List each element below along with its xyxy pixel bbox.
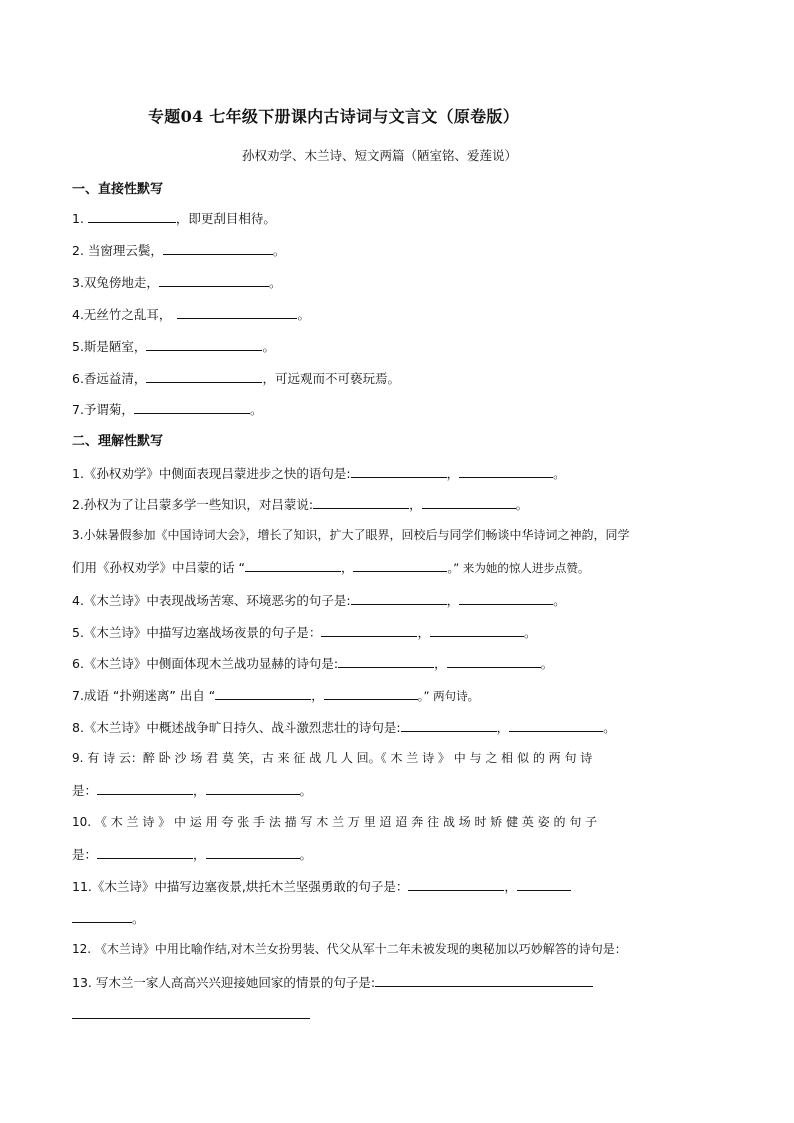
answer-blank[interactable] bbox=[206, 844, 300, 859]
page-title: 专题04 七年级下册课内古诗词与文言文（原卷版） bbox=[148, 107, 520, 126]
answer-blank[interactable] bbox=[324, 685, 418, 700]
section-heading-direct: 一、直接性默写 bbox=[72, 182, 164, 197]
answer-blank[interactable] bbox=[146, 368, 262, 383]
answer-blank[interactable] bbox=[177, 304, 297, 319]
answer-blank[interactable] bbox=[447, 653, 541, 668]
answer-blank[interactable] bbox=[88, 208, 176, 223]
question-1-3: 3.双兔傍地走， 。 bbox=[72, 272, 281, 292]
answer-blank[interactable] bbox=[375, 972, 593, 987]
answer-blank[interactable] bbox=[72, 908, 132, 923]
answer-blank[interactable] bbox=[163, 240, 273, 255]
answer-blank[interactable] bbox=[351, 463, 447, 478]
question-2-9: 是： ， 。 bbox=[72, 780, 312, 800]
answer-blank[interactable] bbox=[422, 494, 516, 509]
question-2-7: 7.成语 “扑朔迷离” 出自 “ ， 。” 两句诗。 bbox=[72, 685, 479, 705]
answer-blank[interactable] bbox=[459, 463, 553, 478]
question-1-7: 7.予谓菊， 。 bbox=[72, 399, 262, 419]
answer-blank[interactable] bbox=[353, 557, 447, 572]
question-1-4: 4.无丝竹之乱耳， 。 bbox=[72, 304, 310, 324]
answer-blank[interactable] bbox=[401, 717, 497, 732]
answer-blank[interactable] bbox=[245, 557, 341, 572]
question-2-9-line1: 9. 有 诗 云：醉 卧 沙 场 君 莫 笑，古 来 征 战 几 人 回。《 木 兰 诗 》 中 与 之 相 似 的 两 句 诗 bbox=[72, 751, 593, 765]
answer-blank[interactable] bbox=[459, 590, 553, 605]
question-2-3-line1: 3.小妹暑假参加《中国诗词大会》，增长了知识，扩大了眼界，回校后与同学们畅谈中华诗词之神韵，同学 bbox=[72, 528, 630, 542]
answer-blank[interactable] bbox=[146, 336, 262, 351]
question-1-5: 5.斯是陋室， 。 bbox=[72, 336, 275, 356]
answer-blank[interactable] bbox=[97, 780, 193, 795]
question-2-5: 5.《木兰诗》中描写边塞战场夜景的句子是： ， 。 bbox=[72, 622, 536, 642]
question-2-10: 是： ， 。 bbox=[72, 844, 312, 864]
answer-blank[interactable] bbox=[338, 653, 434, 668]
answer-blank[interactable] bbox=[313, 494, 409, 509]
answer-blank[interactable] bbox=[321, 622, 417, 637]
question-2-13: 13. 写木兰一家人高高兴兴迎接她回家的情景的句子是: bbox=[72, 972, 593, 992]
answer-blank[interactable] bbox=[215, 685, 311, 700]
answer-blank[interactable] bbox=[206, 780, 300, 795]
answer-blank[interactable] bbox=[97, 844, 193, 859]
question-2-1: 1.《孙权劝学》中侧面表现吕蒙进步之快的语句是: ， 。 bbox=[72, 463, 566, 483]
question-2-6: 6.《木兰诗》中侧面体现木兰战功显赫的诗句是: ， 。 bbox=[72, 653, 553, 673]
question-1-6: 6.香远益清， ，可远观而不可亵玩焉。 bbox=[72, 368, 400, 388]
answer-blank[interactable] bbox=[408, 876, 504, 891]
question-2-4: 4.《木兰诗》中表现战场苦寒、环境恶劣的句子是: ， 。 bbox=[72, 590, 566, 610]
answer-blank[interactable] bbox=[430, 622, 524, 637]
question-2-3: 们用《孙权劝学》中吕蒙的话 “ ， 。” 来为她的惊人进步点赞。 bbox=[72, 557, 589, 577]
question-2-2: 2.孙权为了让吕蒙多学一些知识，对吕蒙说: ， 。 bbox=[72, 494, 528, 514]
question-1-1: 1. ，即更刮目相待。 bbox=[72, 208, 276, 228]
answer-blank[interactable] bbox=[517, 876, 571, 891]
question-1-2: 2. 当窗理云鬓， 。 bbox=[72, 240, 285, 260]
answer-blank[interactable] bbox=[134, 399, 250, 414]
question-2-12: 12. 《木兰诗》中用比喻作结,对木兰女扮男装、代父从军十二年未被发现的奥秘加以巧妙解答的诗句是： bbox=[72, 942, 627, 956]
answer-blank[interactable] bbox=[159, 272, 269, 287]
question-2-8: 8.《木兰诗》中概述战争旷日持久、战斗激烈悲壮的诗句是: ， 。 bbox=[72, 717, 616, 737]
question-2-10-line1: 10. 《 木 兰 诗 》 中 运 用 夸 张 手 法 描 写 木 兰 万 里 迢 迢 奔 往 战 场 时 矫 健 英 姿 的 句 子 bbox=[72, 815, 598, 829]
answer-blank[interactable] bbox=[509, 717, 603, 732]
answer-blank[interactable] bbox=[72, 1018, 310, 1019]
section-heading-understanding: 二、理解性默写 bbox=[72, 434, 164, 449]
question-2-11: 11.《木兰诗》中描写边塞夜景,烘托木兰坚强勇敢的句子是： ， bbox=[72, 876, 571, 896]
question-2-11-cont: 。 bbox=[72, 908, 145, 928]
answer-blank[interactable] bbox=[351, 590, 447, 605]
page-subtitle: 孙权劝学、木兰诗、短文两篇（陋室铭、爱莲说） bbox=[242, 148, 518, 163]
